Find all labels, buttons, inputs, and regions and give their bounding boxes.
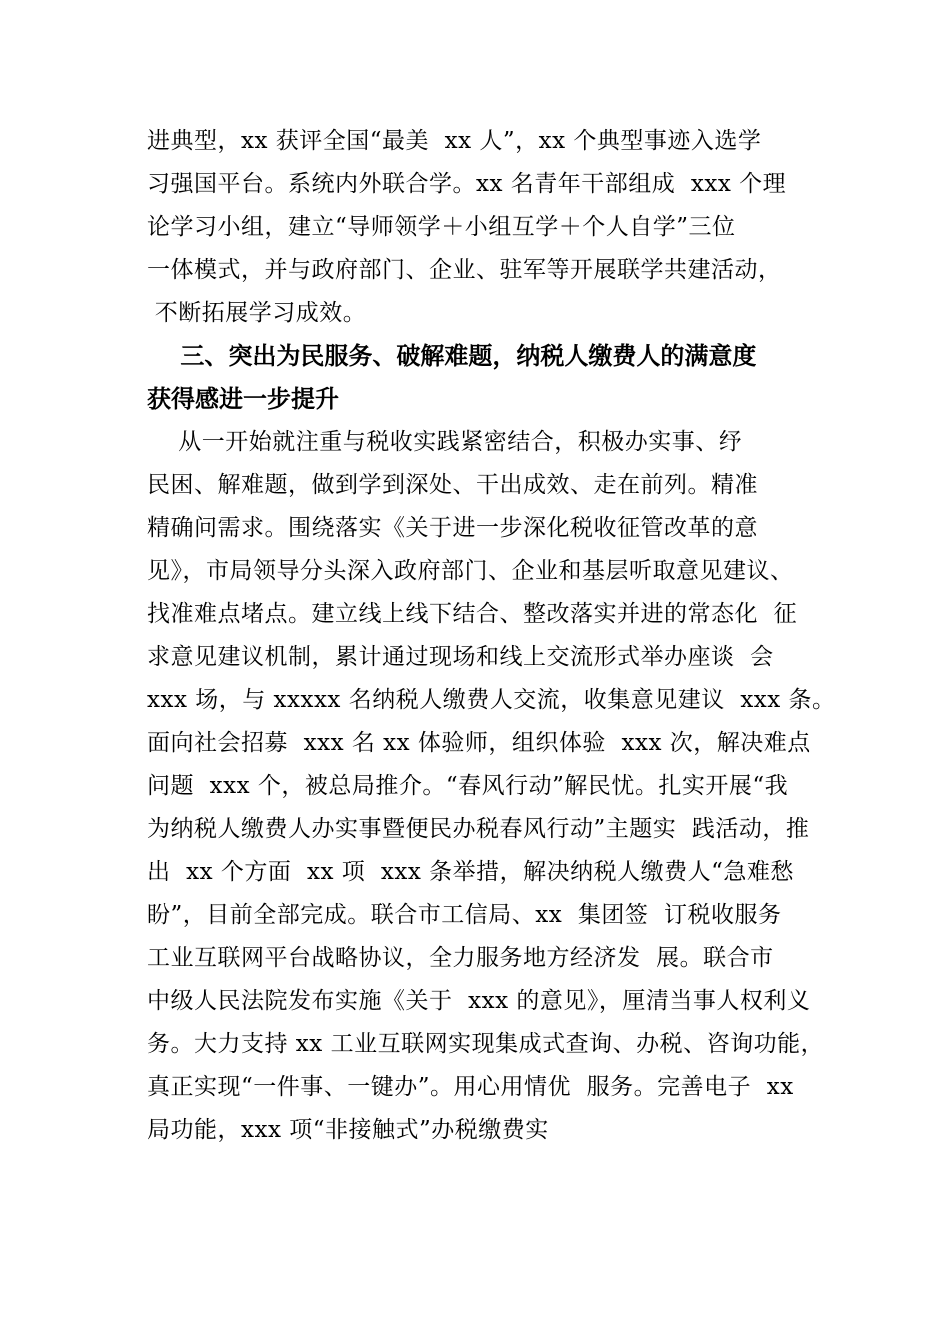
paragraph-line: xxx 场，与 xxxxx 名纳税人缴费人交流，收集意见建议 xxx 条。 [147, 687, 836, 713]
paragraph-line: 不断拓展学习成效。 [147, 300, 367, 326]
paragraph-line: 求意见建议机制，累计通过现场和线上交流形式举办座谈 会 [147, 644, 774, 670]
paragraph-line: 论学习小组，建立“导师领学＋小组互学＋个人自学”三位 [147, 214, 736, 240]
paragraph-line: 盼”，目前全部完成。联合市工信局、xx 集团签 订税收服务 [147, 902, 782, 928]
paragraph-line: 习强国平台。系统内外联合学。xx 名青年干部组成 xxx 个理 [147, 171, 787, 197]
paragraph-line: 进典型，xx 获评全国“最美 xx 人”，xx 个典型事迹入选学 [147, 128, 762, 154]
paragraph-line: 从一开始就注重与税收实践紧密结合，积极办实事、纾 [147, 429, 743, 455]
section-heading: 三、突出为民服务、破解难题，纳税人缴费人的满意度 [147, 342, 757, 370]
paragraph-line: 找准难点堵点。建立线上线下结合、整改落实并进的常态化 征 [147, 601, 798, 627]
paragraph-line: 精确问需求。围绕落实《关于进一步深化税收征管改革的意 [147, 515, 758, 541]
paragraph-line: 出 xx 个方面 xx 项 xxx 条举措，解决纳税人缴费人“急难愁 [147, 859, 794, 885]
paragraph-line: 一体模式，并与政府部门、企业、驻军等开展联学共建活动， [147, 257, 782, 283]
paragraph-line: 见》，市局领导分头深入政府部门、企业和基层听取意见建议、 [147, 558, 794, 584]
paragraph-line: 民困、解难题，做到学到深处、干出成效、走在前列。精准 [147, 472, 758, 498]
paragraph-line: 局功能，xxx 项“非接触式”办税缴费实 [147, 1117, 549, 1143]
paragraph-line: 问题 xxx 个，被总局推介。“春风行动”解民忧。扎实开展“我 [147, 773, 789, 799]
section-heading: 获得感进一步提升 [147, 385, 339, 413]
paragraph-line: 中级人民法院发布实施《关于 xxx 的意见》，厘清当事人权利义 [147, 988, 811, 1014]
paragraph-line: 面向社会招募 xxx 名 xx 体验师，组织体验 xxx 次，解决难点 [147, 730, 811, 756]
paragraph-line: 工业互联网平台战略协议，全力服务地方经济发 展。联合市 [147, 945, 774, 971]
paragraph-line: 务。大力支持 xx 工业互联网实现集成式查询、办税、咨询功能， [147, 1031, 825, 1057]
paragraph-line: 真正实现“一件事、一键办”。用心用情优 服务。完善电子 xx [147, 1074, 794, 1100]
paragraph-line: 为纳税人缴费人办实事暨便民办税春风行动”主题实 践活动，推 [147, 816, 810, 842]
